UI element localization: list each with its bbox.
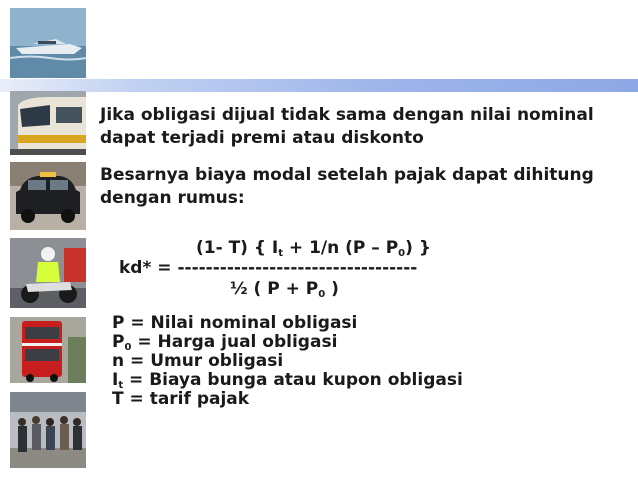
formula-lhs: kd* = <box>119 258 178 278</box>
train-photo <box>10 91 86 155</box>
double-decker-bus-photo <box>10 317 86 383</box>
taxi-photo <box>10 162 86 230</box>
speedboat-photo <box>10 8 86 78</box>
crowd-street-photo <box>10 392 86 468</box>
definition-p0: $P_0$ = Harga jual obligasi <box>112 332 338 353</box>
formula-denominator: ½ ( $P + P_0$ ) <box>230 279 339 300</box>
definition-it: $I_t$ = Biaya bunga atau kupon obligasi <box>112 370 463 391</box>
police-motorbike-photo <box>10 238 86 308</box>
definition-t: T = tarif pajak <box>112 389 250 409</box>
definition-p: P = Nilai nominal obligasi <box>112 313 358 333</box>
header-band <box>0 79 638 92</box>
bullet-premium-discount: Jika obligasi dijual tidak sama dengan nilai nominal dapat terjadi premi atau diskonto <box>100 105 594 148</box>
bullet-cost-of-debt: Besarnya biaya modal setelah pajak dapat dihitung dengan rumus: <box>100 165 594 208</box>
formula-fraction-line: kd* = ---------------------------------- <box>119 258 418 278</box>
formula-numerator: (1- T) { $I_t + 1/n$ $(P - P_0)$ } <box>196 238 431 259</box>
definition-n: n = Umur obligasi <box>112 351 284 371</box>
